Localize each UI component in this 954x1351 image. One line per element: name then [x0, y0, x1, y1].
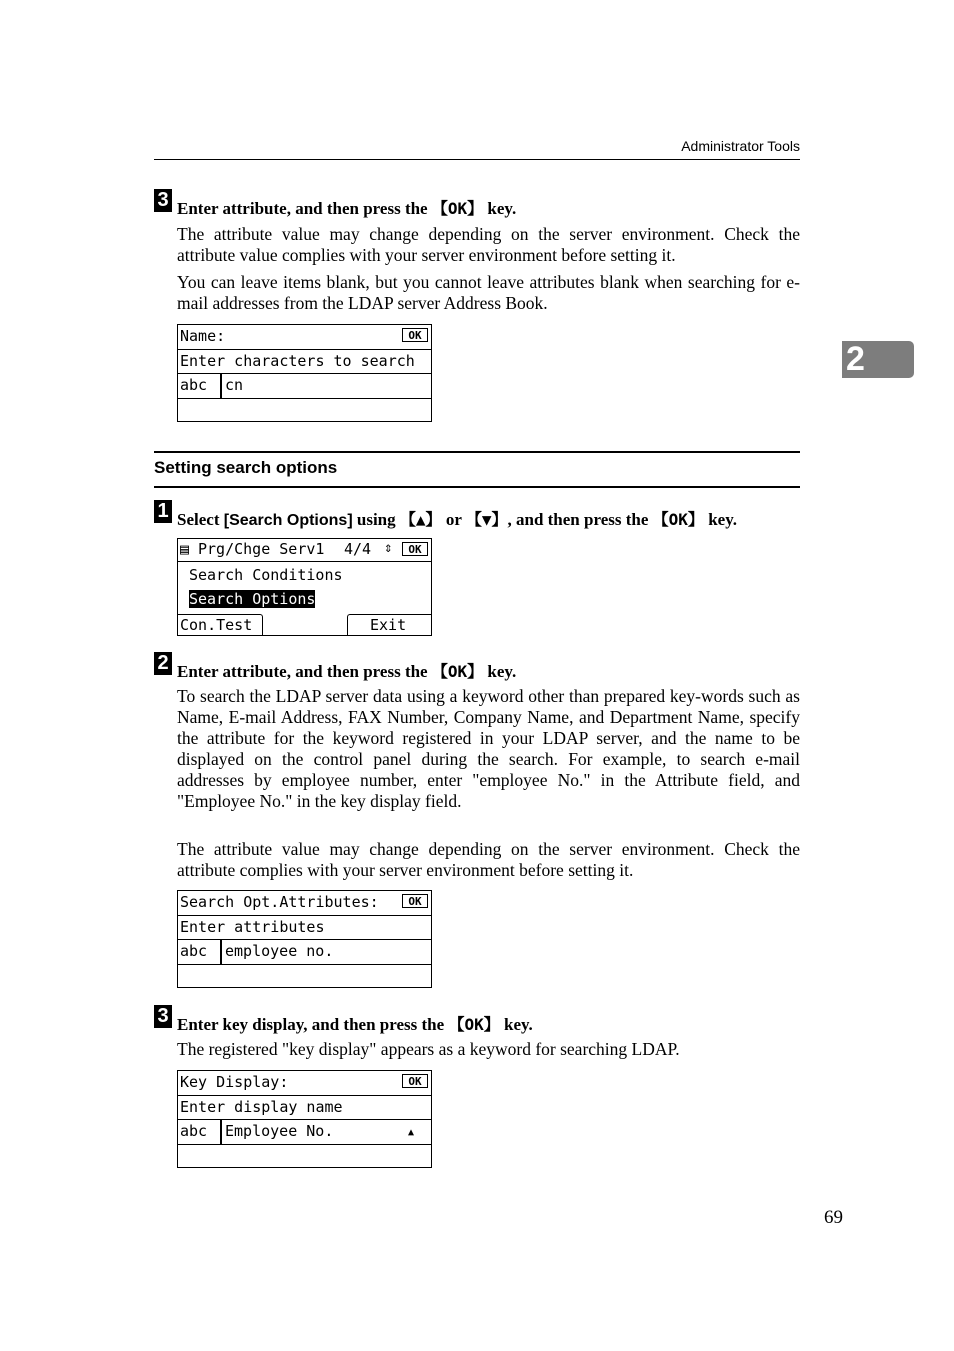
lcd-screen-key-display [177, 1070, 432, 1168]
lcd-input-row [178, 373, 431, 399]
step-number-badge: 3 [154, 1005, 172, 1028]
lcd-title-row [178, 325, 431, 350]
body-paragraph: The attribute value may change depending on the server environment. Check the attribute complies with your server environment before setting it. [177, 839, 800, 880]
lcd-screen-attributes [177, 890, 432, 988]
lcd-title: Name: [180, 327, 226, 345]
scroll-up-icon: ▲ [408, 1127, 415, 1138]
lcd-screen-name [177, 324, 432, 422]
menu-list-icon: ▤ [180, 540, 190, 558]
lcd-softkey-exit: Exit [347, 614, 432, 635]
page-number: 69 [824, 1207, 843, 1228]
ok-icon: OK [402, 328, 428, 342]
down-arrow-key: 【▼】 [465, 510, 508, 529]
ok-icon: OK [402, 894, 428, 908]
search-options-label: [Search Options] [223, 512, 353, 529]
lcd-input-row [178, 939, 431, 965]
section-rule-bottom [154, 486, 800, 488]
lcd-prompt-row [178, 349, 431, 374]
section-title: Setting search options [154, 458, 338, 477]
lcd-title-row [178, 539, 431, 562]
lcd-prompt: Enter display name [180, 1098, 343, 1116]
ok-key-label: 【OK】 [431, 199, 484, 218]
lcd-prompt: Enter attributes [180, 918, 325, 936]
chapter-tab [842, 341, 914, 378]
ok-key-label: 【OK】 [448, 1015, 500, 1034]
lcd-mode: abc [180, 1122, 208, 1140]
lcd-input-row [178, 1119, 431, 1145]
menu-item-search-options-selected: Search Options [189, 590, 316, 608]
ok-key-label: 【OK】 [652, 510, 704, 529]
up-arrow-key: 【▲】 [399, 510, 442, 529]
lcd-mode: abc [180, 376, 208, 394]
lcd-prompt-row [178, 915, 431, 940]
lcd-title: Prg/Chge Serv1 [198, 540, 325, 558]
header-rule [154, 159, 800, 160]
lcd-title: Key Display: [180, 1073, 289, 1091]
chapter-tab-number: 2 [846, 340, 865, 378]
lcd-divider [220, 939, 222, 964]
scroll-updown-icon: ⇕ [384, 540, 393, 556]
step-heading-text: Enter attribute, and then press the [177, 199, 432, 218]
body-paragraph: The registered "key display" appears as a keyword for searching LDAP. [177, 1039, 680, 1059]
lcd-input-value: Employee No. [225, 1122, 334, 1140]
step-heading: Enter key display, and then press the 【OK】 key. [177, 1015, 533, 1034]
step-number-badge: 3 [154, 189, 172, 212]
step-heading [177, 196, 516, 219]
lcd-divider [220, 373, 222, 398]
step-number-badge: 2 [154, 652, 172, 675]
ok-icon: OK [402, 1074, 428, 1088]
ok-key-label: 【OK】 [431, 662, 484, 681]
lcd-screen-menu [177, 538, 432, 636]
lcd-input-value: employee no. [225, 942, 334, 960]
body-paragraph: The attribute value may change depending on the server environment. Check the attribute value complies with your server environment before setting it. [177, 224, 800, 265]
section-rule-top [154, 451, 800, 453]
lcd-input-value: cn [225, 376, 244, 394]
ok-icon: OK [402, 542, 428, 556]
lcd-title-row [178, 1071, 431, 1096]
lcd-page-indicator: 4/4 [344, 540, 372, 558]
menu-item-search-conditions: Search Conditions [189, 566, 343, 584]
step-heading: Enter attribute, and then press the 【OK】 key. [177, 662, 517, 681]
body-paragraph: You can leave items blank, but you cannot leave attributes blank when searching for e-mail addresses from the LDAP server Address Book. [177, 272, 800, 313]
step-heading: Select [Search Options] using 【▲】 or 【▼】, and then press the 【OK】 key. [177, 510, 737, 529]
lcd-prompt: Enter characters to search [180, 352, 415, 370]
lcd-softkey-con-test: Con.Test [178, 614, 263, 635]
step-number-badge: 1 [154, 500, 172, 523]
lcd-prompt-row [178, 1095, 431, 1120]
lcd-divider [220, 1119, 222, 1144]
lcd-title-row [178, 891, 431, 916]
lcd-mode: abc [180, 942, 208, 960]
step-heading-text: key. [483, 199, 517, 218]
running-header: Administrator Tools [681, 138, 800, 154]
lcd-title: Search Opt.Attributes: [180, 893, 379, 911]
body-paragraph: To search the LDAP server data using a keyword other than prepared key-words such as Name, E-mail Address, FAX Number, Company Name, and Department Name, specify the attribute for the keyword registered in your LDAP server, and the name to be displayed on the control panel during the search. For example, to search e-mail addresses by employee number, enter "employee No." in the Attribute field, and "Employee No." in the key display field. [177, 686, 800, 811]
